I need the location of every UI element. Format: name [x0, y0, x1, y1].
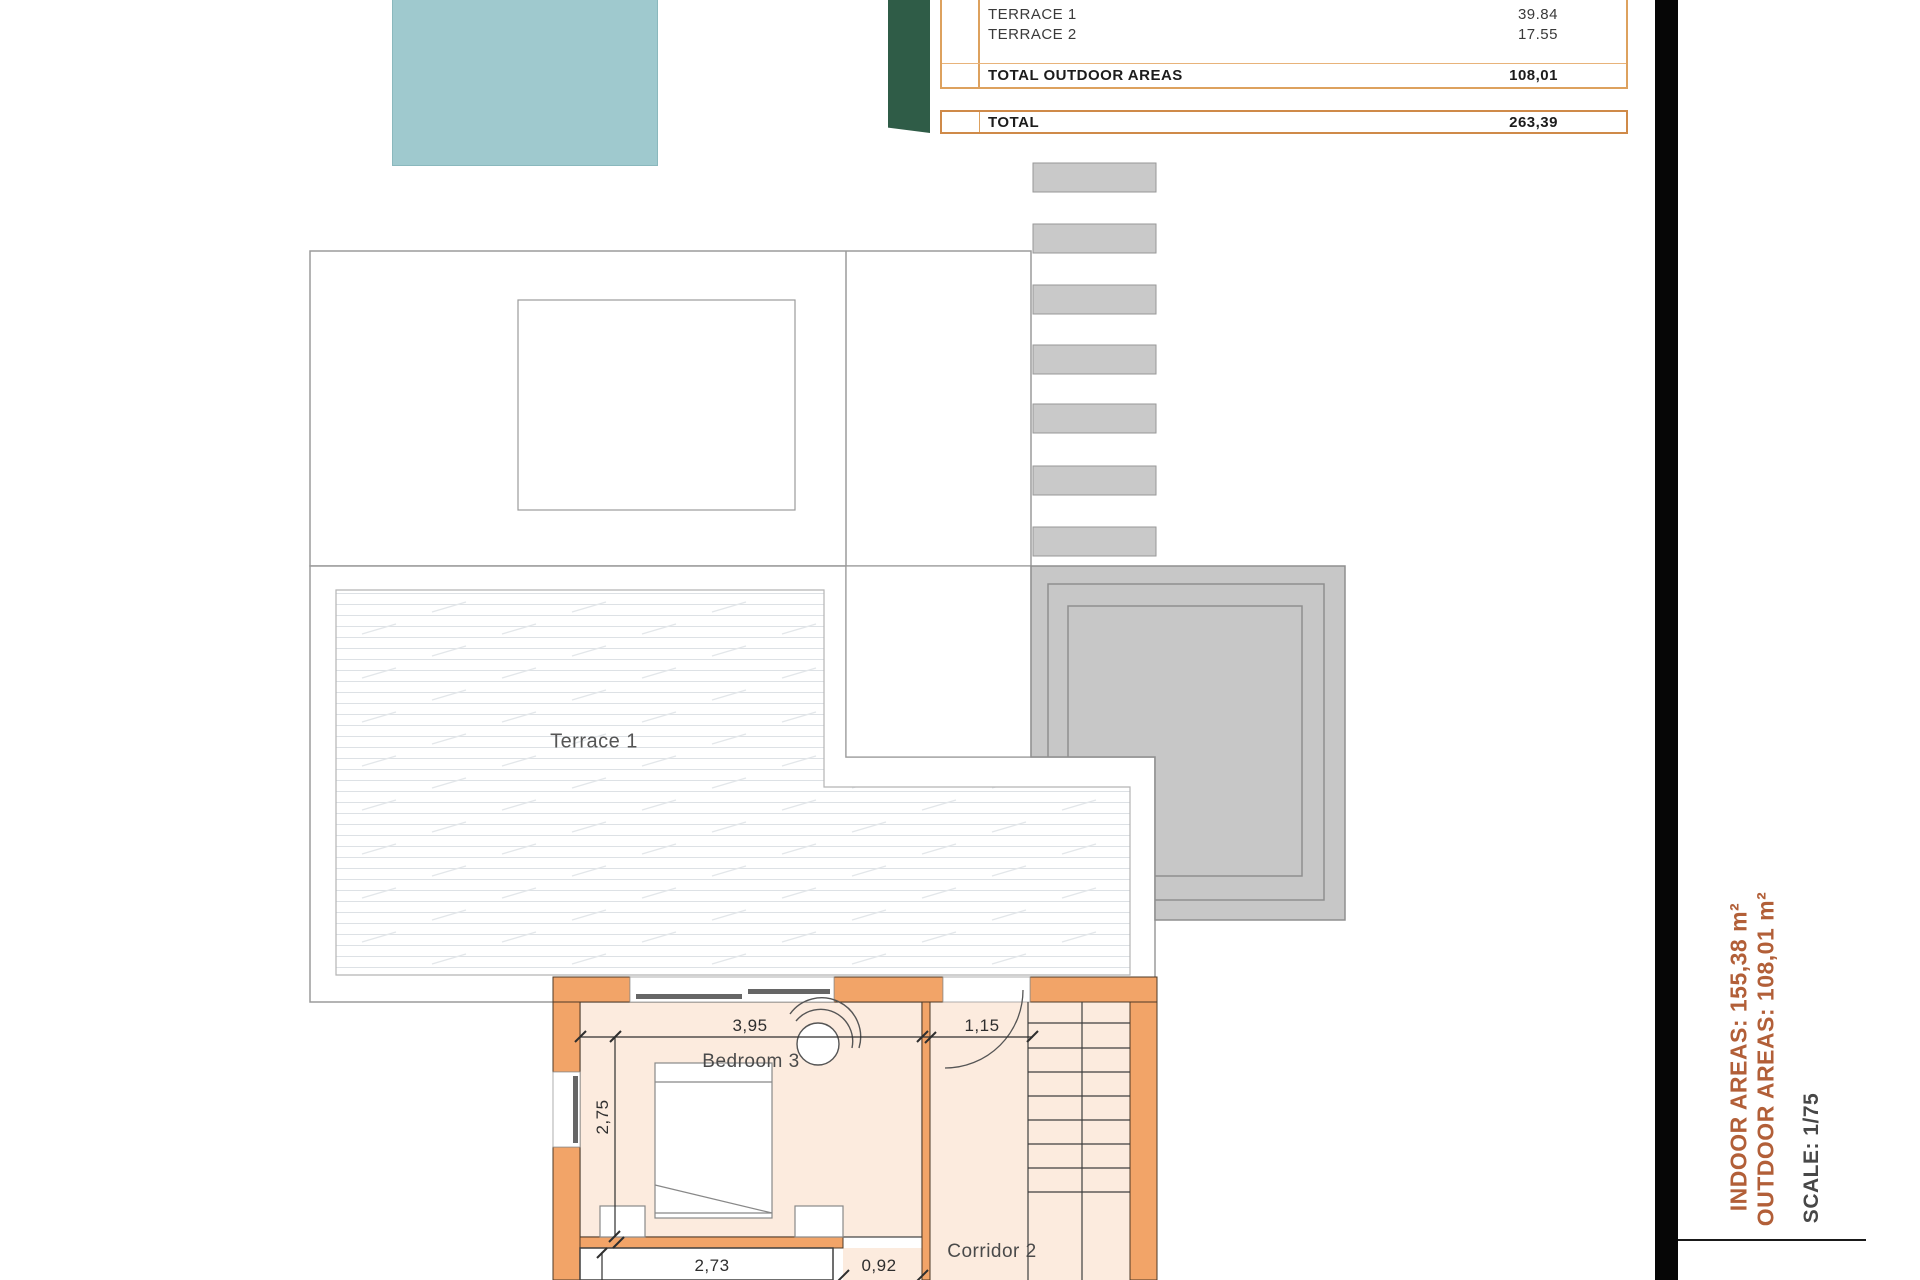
indoor-areas-text: INDOOR AREAS: 155,38 m²: [1725, 902, 1752, 1212]
fan-symbol: [797, 1023, 839, 1065]
titleblock-line: [1678, 1239, 1866, 1241]
total-value: 263,39: [1509, 114, 1558, 131]
dim-door-width: 1,15: [964, 1016, 1000, 1035]
total-outdoor-label: TOTAL OUTDOOR AREAS: [988, 67, 1183, 84]
areas-table: [940, 0, 1628, 89]
bedroom-3-label: Bedroom 3: [702, 1051, 800, 1072]
window-glazing: [636, 994, 742, 999]
outdoor-areas-text: OUTDOOR AREAS: 108,01 m²: [1752, 891, 1779, 1227]
scale-text: SCALE: 1/75: [1800, 1092, 1823, 1224]
total-outdoor-row: [986, 67, 1626, 87]
window-glazing: [573, 1076, 578, 1143]
pool-rectangle: [392, 0, 658, 166]
corridor-2-label: Corridor 2: [947, 1241, 1037, 1262]
terrace-1-label: Terrace 1: [550, 730, 638, 753]
window-glazing: [748, 989, 830, 994]
green-hedge-bar: [888, 0, 930, 133]
areas-table-divider: [942, 63, 1626, 64]
total-row-content: [986, 114, 1626, 134]
row-label: TERRACE 1: [988, 6, 1077, 23]
total-row: [940, 110, 1628, 134]
areas-table-left-column: [942, 0, 980, 87]
sheet-border-bar: [1655, 0, 1678, 1280]
row-value: 39.84: [1517, 6, 1558, 23]
row-label: TERRACE 2: [988, 26, 1077, 43]
dim-bedroom-depth: 2,75: [593, 1099, 612, 1135]
entry-door-opening: [943, 977, 1030, 1002]
bed: [655, 1063, 772, 1218]
total-label: TOTAL: [988, 114, 1040, 131]
corridor-2-room: [930, 1002, 1130, 1280]
total-outdoor-value: 108,01: [1509, 67, 1558, 84]
dim-room-below-width: 2,73: [694, 1256, 730, 1275]
exterior-stairs: [1033, 163, 1156, 556]
nightstand: [600, 1206, 645, 1237]
row-value: 17.55: [1517, 26, 1558, 43]
roof-side-panel: [846, 566, 1031, 757]
dim-gap-width: 0,92: [861, 1256, 897, 1275]
nightstand: [795, 1206, 843, 1237]
table-row: [986, 26, 1626, 46]
table-row: [986, 6, 1626, 26]
total-left-column: [942, 112, 980, 132]
dim-bedroom-width: 3,95: [732, 1016, 768, 1035]
